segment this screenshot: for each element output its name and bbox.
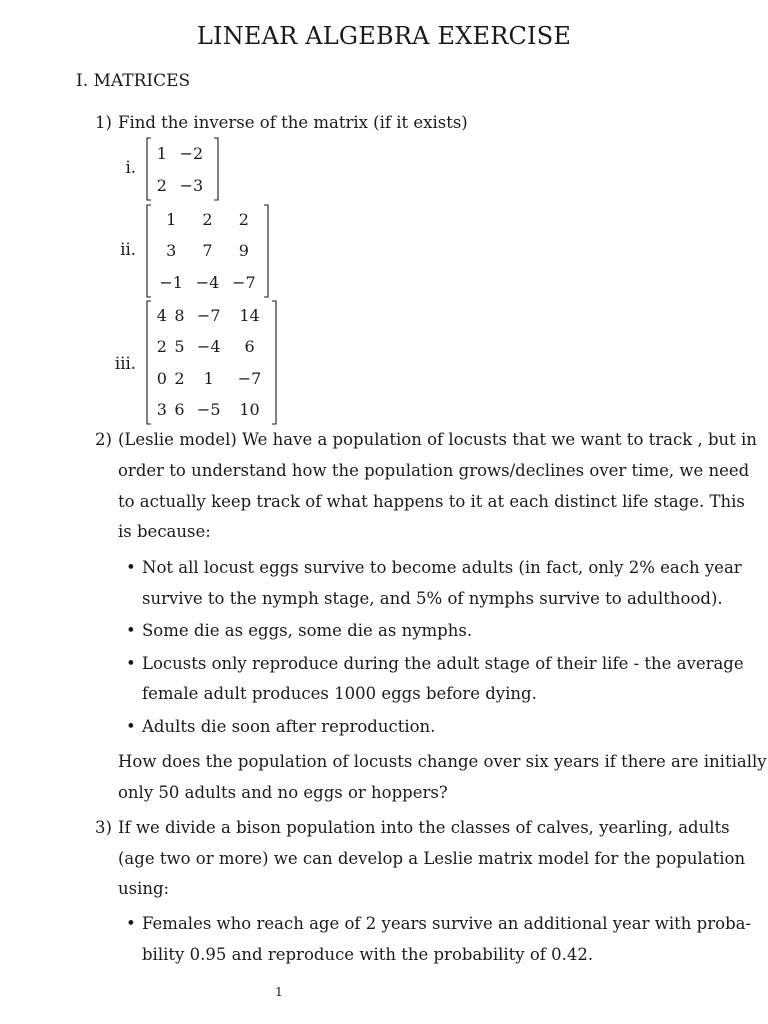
matrix-cell: 5: [174, 337, 185, 357]
bullet-text: Some die as eggs, some die as nymphs.: [142, 621, 473, 640]
right-bracket: [264, 205, 268, 297]
matrix-cell: 6: [174, 399, 185, 419]
matrix-cell: 9: [238, 241, 249, 261]
matrix-cell: 3: [166, 241, 177, 261]
matrix-cell: 7: [202, 241, 213, 261]
matrix-cell: 1: [166, 210, 177, 230]
matrix-label: iii.: [114, 354, 136, 373]
matrix-cell: 1: [203, 368, 214, 388]
matrix-cell: 2: [238, 210, 249, 230]
matrix-iii: [145, 300, 278, 425]
matrix-cell: −7: [232, 272, 256, 292]
problem-line: to actually keep track of what happens to it at each distinct life stage. This: [118, 492, 745, 511]
right-bracket: [214, 138, 218, 200]
matrix-cell: −4: [195, 272, 220, 292]
page-title: LINEAR ALGEBRA EXERCISE: [196, 22, 572, 50]
bullet-text: Locusts only reproduce during the adult stage of their life - the average: [142, 654, 744, 673]
question-line: How does the population of locusts change over six years if there are initially: [118, 752, 767, 771]
matrix-row: [153, 235, 262, 266]
problem-text: Find the inverse of the matrix (if it exists): [118, 113, 468, 132]
bullet-text: Adults die soon after reproduction.: [142, 717, 436, 736]
matrix-cell: 1: [156, 143, 167, 163]
problem-line: using:: [118, 879, 170, 898]
bullet-icon: •: [126, 558, 136, 577]
left-bracket: [147, 205, 151, 297]
matrix-cell: −2: [179, 143, 204, 163]
matrix-cell: −7: [237, 368, 262, 388]
matrix-cell: 8: [174, 306, 185, 326]
matrix-cell: 0: [156, 368, 167, 388]
matrix-row: [153, 137, 212, 169]
bullet-text: survive to the nymph stage, and 5% of nymphs survive to adulthood).: [142, 589, 723, 608]
left-bracket: [147, 138, 151, 200]
bullet-text: Not all locust eggs survive to become adults (in fact, only 2% each year: [142, 558, 742, 577]
matrix-table: [153, 204, 262, 298]
problem-line: (Leslie model) We have a population of locusts that we want to track , but in: [118, 430, 757, 449]
matrix-cell: 2: [202, 210, 213, 230]
matrix-cell: 2: [156, 175, 167, 195]
matrix-table: [153, 300, 270, 425]
matrix-ii: [145, 204, 270, 298]
matrix-cell: 2: [156, 337, 167, 357]
section-heading: I. MATRICES: [76, 71, 191, 91]
bullet-icon: •: [126, 914, 136, 933]
matrix-cell: −7: [196, 306, 221, 326]
matrix-cell: −5: [196, 399, 221, 419]
matrix-row: [153, 394, 270, 425]
matrix-i: [145, 137, 220, 201]
matrix-cell: −4: [196, 337, 221, 357]
problem-line: (age two or more) we can develop a Leslie matrix model for the population: [118, 849, 746, 868]
matrix-cell: −3: [179, 175, 204, 195]
left-bracket: [147, 301, 151, 424]
bullet-text: female adult produces 1000 eggs before dying.: [142, 684, 537, 703]
bullet-icon: •: [126, 654, 136, 673]
matrix-label: i.: [125, 158, 136, 177]
matrix-cell: −1: [159, 272, 183, 292]
page-number: 1: [275, 985, 283, 999]
matrix-row: [153, 204, 262, 235]
matrix-row: [153, 169, 212, 201]
matrix-cell: 6: [244, 337, 255, 357]
matrix-cell: 2: [174, 368, 185, 388]
matrix-row: [153, 331, 270, 362]
bullet-icon: •: [126, 621, 136, 640]
bullet-icon: •: [126, 717, 136, 736]
problem-number: 3): [95, 818, 112, 837]
matrix-row: [153, 363, 270, 394]
right-bracket: [272, 301, 276, 424]
matrix-cell: 4: [156, 306, 167, 326]
matrix-label: ii.: [120, 240, 136, 259]
bullet-text: bility 0.95 and reproduce with the probability of 0.42.: [142, 945, 594, 964]
problem-number: 2): [95, 430, 112, 449]
matrix-cell: 10: [239, 399, 260, 419]
matrix-cell: 14: [239, 306, 260, 326]
matrix-cell: 3: [156, 399, 167, 419]
bullet-text: Females who reach age of 2 years survive an additional year with proba-: [142, 914, 752, 933]
matrix-row: [153, 300, 270, 331]
problem-line: If we divide a bison population into the classes of calves, yearling, adults: [118, 818, 730, 837]
problem-line: order to understand how the population grows/declines over time, we need: [118, 461, 750, 480]
matrix-row: [153, 267, 262, 298]
problem-number: 1): [95, 113, 112, 132]
matrix-table: [153, 137, 212, 201]
problem-line: is because:: [118, 522, 211, 541]
question-line: only 50 adults and no eggs or hoppers?: [118, 783, 448, 802]
